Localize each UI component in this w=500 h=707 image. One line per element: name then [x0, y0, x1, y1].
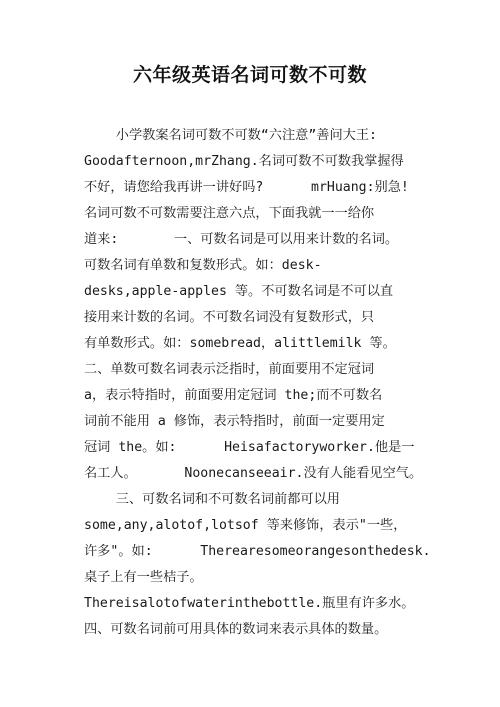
body-line: desks,apple-apples 等。不可数名词是不可以直: [84, 284, 394, 299]
body-line: Thereisalotofwaterinthebottle.瓶里有许多水。: [84, 596, 415, 611]
body-line: 接用来计数的名词。不可数名词没有复数形式，只: [84, 310, 375, 325]
document-body: [84, 123, 431, 643]
body-line: a，表示特指时，前面要用定冠词 the;而不可数名: [84, 388, 383, 403]
body-line: 道来: 一、可数名词是可以用来计数的名词。: [84, 232, 399, 247]
body-line: 二、单数可数名词表示泛指时，前面要用不定冠词: [84, 362, 375, 377]
document-title: 六年级英语名词可数不可数: [132, 64, 367, 86]
body-line: 冠词 the。如: Heisafactoryworker.他是一: [84, 440, 415, 455]
body-line: 桌子上有一些桔子。: [84, 570, 203, 585]
body-line: 不好，请您给我再讲一讲好吗? mrHuang:别急!: [84, 180, 409, 195]
body-line: 名工人。 Noonecanseeair.没有人能看见空气。: [84, 466, 423, 481]
body-line: Goodafternoon,mrZhang.名词可数不可数我掌握得: [84, 154, 404, 169]
body-line: 词前不能用 a 修饰，表示特指时，前面一定要用定: [84, 414, 385, 429]
body-line: some,any,alotof,lotsof 等来修饰，表示"一些，: [84, 518, 407, 533]
body-line: 许多"。如: Therearesomeorangesonthedesk.: [84, 544, 431, 559]
body-line: 小学教案名词可数不可数“六注意”善问大王:: [84, 128, 377, 143]
body-line: 有单数形式。如：somebread，alittlemilk 等。: [84, 336, 396, 351]
body-line: 可数名词有单数和复数形式。如：desk-: [84, 258, 322, 273]
body-line: 四、可数名词前可用具体的数词来表示具体的数量。: [84, 622, 388, 637]
body-line: 名词可数不可数需要注意六点，下面我就一一给你: [84, 206, 375, 221]
body-line: 三、可数名词和不可数名词前都可以用: [84, 492, 340, 507]
